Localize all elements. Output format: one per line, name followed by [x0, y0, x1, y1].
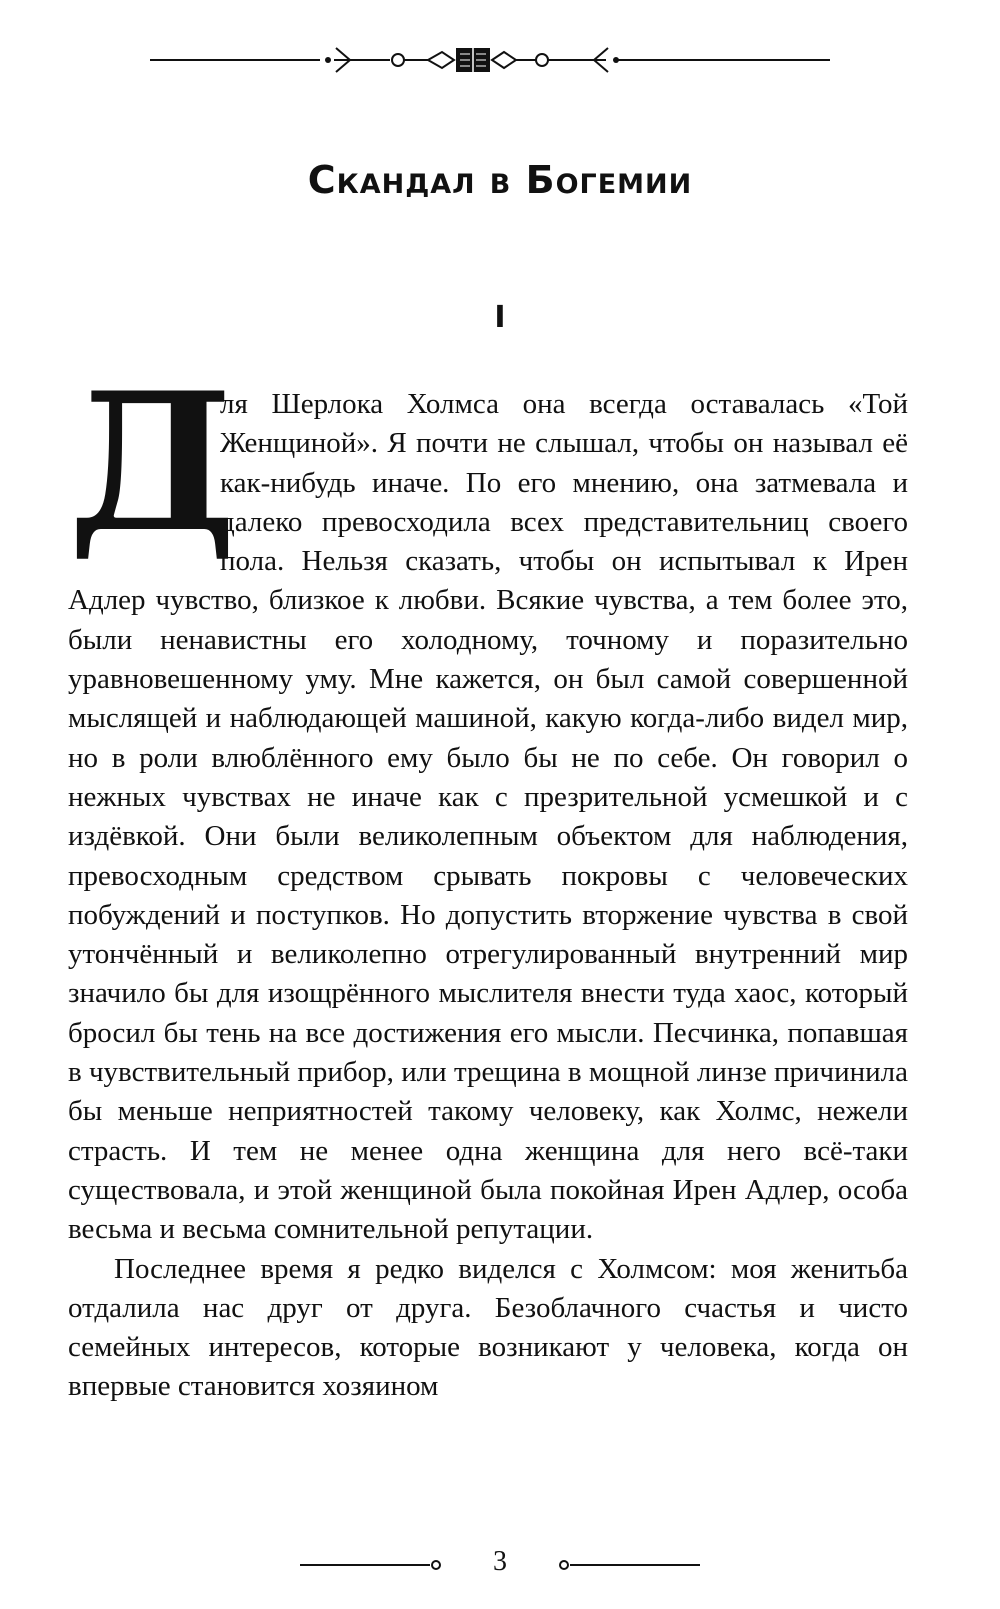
- body-text: [68, 351, 908, 1407]
- story-title: Скандал в Богемии: [307, 158, 693, 202]
- page-number: 3: [493, 1546, 507, 1577]
- paragraph-2: Последнее время я редко виделся с Холмсом: моя женитьба отдалила нас друг от друга. Безоблачного счастья и чисто семейных интересов, которые возникают у человека, когда он впервые становится хозяином: [68, 1252, 908, 1403]
- dropcap-letter-icon: [68, 351, 237, 574]
- paragraph-1: [68, 351, 908, 1250]
- ornament-top-icon: [150, 38, 830, 82]
- paragraph-1-text: ля Шерлока Холмса она всегда оставалась «Той Женщиной». Я почти не слышал, чтобы он называл её как-нибудь иначе. По его мнению, она затмевала и далеко превосходила всех представительниц своего пола. Нельзя сказать, чтобы он испытывал к Ирен Адлер чувство, близкое к любви. Всякие чувства, а тем более это, были ненавистны его холодному, точному и поразительно уравновешенному уму. Мне кажется, он был самой совершенной мыслящей и наблюдающей машиной, какую когда-либо видел мир, но в роли влюблённого ему было бы не по себе. Он говорил о нежных чувствах не иначе как с презрительной усмешкой и с издёвкой. Они были великолепным объектом для наблюдения, превосходным средством срывать покровы с человеческих побуждений и поступков. Но допустить вторжение чувства в свой утончённый и великолепно отрегулированный внутренний мир значило бы для изощрённого мыслителя внести туда хаос, который бросил бы тень на все достижения его мысли. Песчинка, попавшая в чувствительный прибор, или трещина в мощной линзе причинила бы меньше неприятностей такому человеку, как Холмс, нежели страсть. И тем не менее одна женщина для него всё-таки существовала, и этой женщиной была покойная Ирен Адлер, особа весьма и весьма сомнительной репутации.: [68, 388, 908, 1246]
- chapter-number: I: [494, 300, 506, 335]
- svg-text:Д: Д: [68, 351, 237, 574]
